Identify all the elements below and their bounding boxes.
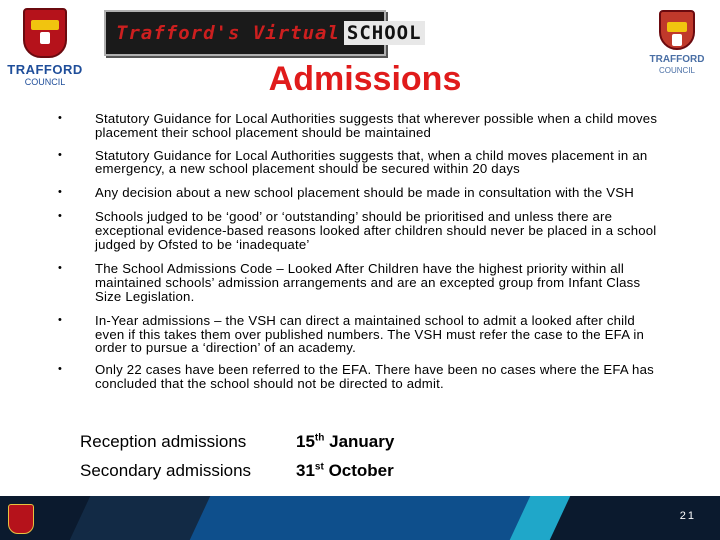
- logo-right-line1: TRAFFORD: [649, 54, 705, 65]
- date-month: January: [329, 432, 395, 451]
- date-suffix: th: [314, 432, 325, 444]
- bullet-item: [58, 363, 658, 391]
- bullet-text: Statutory Guidance for Local Authorities suggests that, when a child moves placement in an emergency, a new school placement should be secured within 20 days: [95, 147, 648, 177]
- bullet-list: [58, 112, 658, 391]
- footer-bar: [0, 496, 720, 540]
- date-day: 31: [296, 461, 315, 480]
- virtual-school-banner: [104, 10, 422, 56]
- coat-of-arms-icon: [23, 8, 67, 58]
- bullet-dot-icon: •: [58, 313, 63, 326]
- bullet-text: The School Admissions Code – Looked After Children have the highest priority within all maintained schools’ admission arrangements and are an excepted group from Infant Class Size Legislation.: [95, 261, 641, 304]
- bullet-dot-icon: •: [58, 112, 63, 124]
- banner-text-main: Trafford's Virtual: [116, 22, 340, 44]
- bullet-dot-icon: •: [58, 363, 63, 376]
- bullet-text: Only 22 cases have been referred to the EFA. There have been no cases where the EFA has concluded that the school should not be directed to admit.: [95, 362, 654, 391]
- date-month: October: [328, 461, 394, 480]
- bullet-text: Statutory Guidance for Local Authorities suggests that wherever possible when a child moves placement their school placement should be maintained: [95, 111, 658, 140]
- bullet-item: [58, 262, 658, 303]
- page-number: 21: [679, 510, 696, 522]
- logo-left-line2: COUNCIL: [24, 77, 66, 87]
- page-title: Admissions: [268, 60, 462, 98]
- date-label: Reception admissions: [80, 432, 247, 451]
- bullet-text: Schools judged to be ‘good’ or ‘outstanding’ should be prioritised and unless there are exceptional evidence-based reasons looked after children should never be placed in a school judged by Ofsted to be ‘inadequate’: [95, 208, 657, 252]
- logo-left-line1: TRAFFORD: [7, 62, 83, 77]
- bullet-item: [58, 186, 658, 200]
- bullet-item: [58, 149, 658, 177]
- banner-school-word: SCHOOL: [344, 21, 425, 45]
- banner-text: [106, 22, 425, 44]
- bullet-dot-icon: •: [58, 148, 63, 161]
- bullet-item: [58, 314, 658, 355]
- date-day: 15: [296, 432, 315, 451]
- bullet-dot-icon: •: [58, 262, 63, 275]
- footer-crest-icon: [8, 504, 34, 534]
- bullet-item: [58, 210, 658, 251]
- bullet-dot-icon: •: [58, 209, 63, 222]
- coat-of-arms-icon: [659, 10, 695, 50]
- footer-stripe: [190, 496, 551, 540]
- logo-right-line2: COUNCIL: [658, 66, 695, 75]
- bullet-dot-icon: •: [58, 186, 63, 199]
- date-value: [296, 432, 394, 452]
- bullet-text: In-Year admissions – the VSH can direct a maintained school to admit a looked after child even if this takes them over published numbers. The VSH must refer the case to the EFA in order to pursue a ‘direction’ of an academy.: [95, 312, 644, 356]
- bullet-item: [58, 112, 658, 140]
- date-label: Secondary admissions: [80, 461, 252, 480]
- date-value: [296, 461, 394, 481]
- bullet-text: Any decision about a new school placement should be made in consultation with the VSH: [95, 185, 634, 201]
- date-suffix: st: [314, 461, 324, 473]
